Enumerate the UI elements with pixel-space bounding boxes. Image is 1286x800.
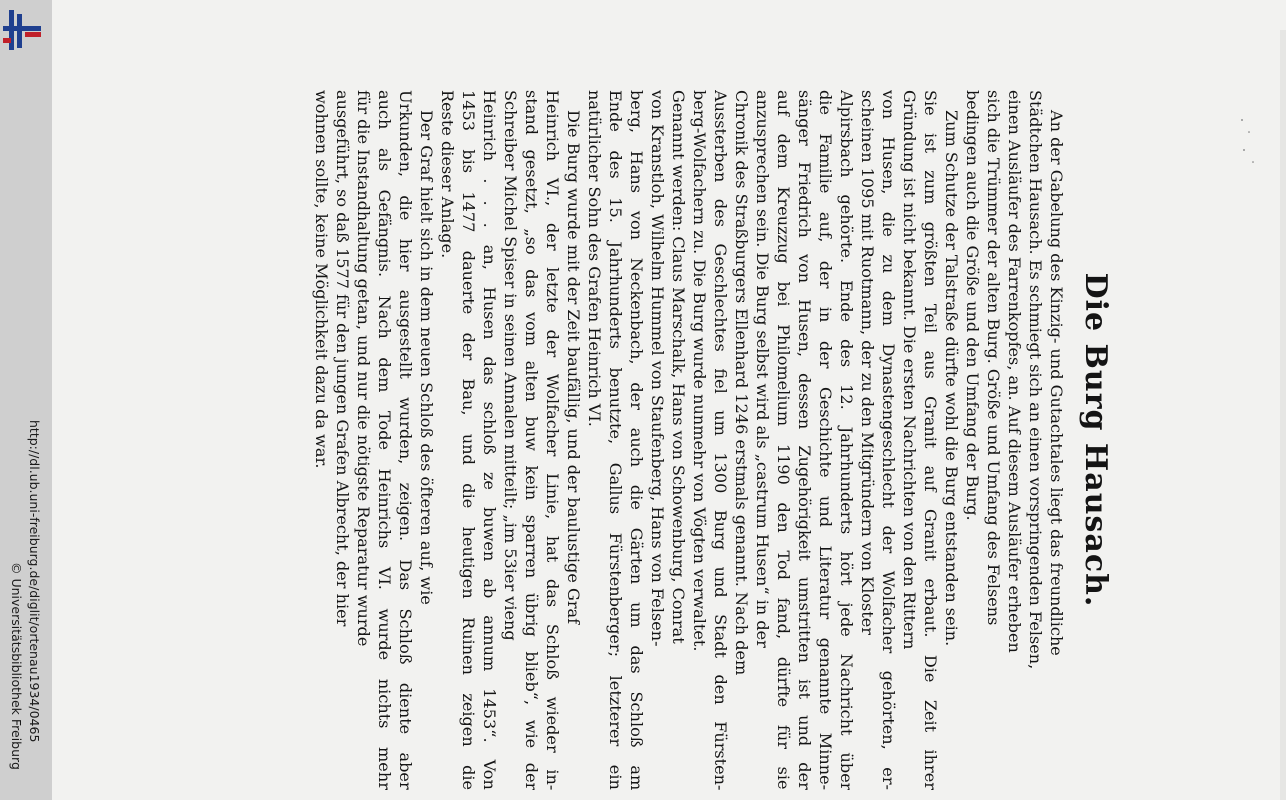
scanned-page (52, 0, 1286, 800)
text-line: Sie ist zum größten Teil aus Granit auf Granit erbaut. Die Zeit ihrer (921, 90, 940, 790)
text-line: berg, Hans von Neckenbach, der auch die Gärten um das Schloß am (627, 90, 646, 790)
text-line: An der Gabelung des Kinzig- und Gutachtales liegt das freundliche (1047, 110, 1066, 656)
text-line: Heinrich VI., der letzte der Wolfacher Linie, hat das Schloß wieder in- (543, 90, 562, 790)
text-line: Chronik des Straßburgers Ellenhard 1246 erstmals genannt. Nach dem (732, 90, 751, 676)
text-line: berg-Wolfachern zu. Die Burg wurde nunmehr von Vögten verwaltet. (690, 90, 709, 652)
text-line: Urkunden, die hier ausgestellt wurden, zeigen. Das Schloß diente aber (396, 90, 415, 790)
text-line: 1453 bis 1477 dauerte der Bau, und die heutigen Ruinen zeigen die (459, 90, 478, 790)
text-line: auf dem Kreuzzug bei Philomelium 1190 den Tod fand, dürfte für sie (774, 90, 793, 790)
text-line: natürlicher Sohn des Grafen Heinrich VI. (585, 90, 604, 427)
text-line: Reste dieser Anlage. (438, 90, 457, 259)
text-line: für die Instandhaltung getan, und nur die nötigste Reparatur wurde (354, 90, 373, 647)
paragraph (962, 90, 1067, 790)
paragraph (311, 90, 437, 790)
copyright-notice: © Universitätsbibliothek Freiburg (9, 562, 24, 770)
text-line: wohnen sollte, keine Möglichkeit dazu da war. (312, 90, 331, 469)
text-line: ausgeführt, so daß 1577 für den jungen Grafen Albrecht, der hier (333, 90, 352, 627)
library-logo-icon (1, 8, 43, 52)
text-line: auch als Gefängnis. Nach dem Tode Heinrichs VI. wurde nichts mehr (375, 90, 394, 790)
text-line: Zum Schutze der Talstraße dürfte wohl die Burg entstanden sein. (942, 110, 961, 647)
rotated-text-block (311, 90, 1119, 790)
text-line: Genannt werden: Claus Marschalk, Hans von Schowenburg, Conrat (669, 90, 688, 644)
paragraph (584, 90, 962, 790)
text-line: sich die Trümmer der alten Burg. Größe und Umfang des Felsens (984, 90, 1003, 626)
text-line: einen Ausläufer des Farrenkopfes, an. Auf diesem Ausläufer erheben (1005, 90, 1024, 653)
text-line: von Husen, die zu dem Dynastengeschlecht der Wolfacher gehörten, er- (879, 90, 898, 790)
text-line: die Familie auf, der in der Geschichte und Literatur genannte Minne- (816, 90, 835, 790)
page-edge (1280, 30, 1286, 800)
text-line: von Kranstloh, Wilhelm Hummel von Staufenberg, Hans von Felsen- (648, 90, 667, 647)
paper-specks (1237, 112, 1267, 172)
text-line: Alpirsbach gehörte. Ende des 12. Jahrhunderts hört jede Nachricht über (837, 90, 856, 790)
source-url: http://dl.ub.uni-freiburg.de/diglit/ortenau1934/0465 (27, 420, 42, 743)
text-line: Schreiber Michel Spiser in seinen Annalen mitteilt; „im 53ier vieng (501, 90, 520, 641)
text-line: anzusprechen sein. Die Burg selbst wird als „castrum Husen“ in der (753, 90, 772, 648)
text-line: Der Graf hielt sich in dem neuen Schloß des öfteren auf, wie (417, 110, 436, 605)
text-line: Die Burg wurde mit der Zeit baufällig, und der baulustige Graf (564, 110, 583, 625)
text-line: sänger Friedrich von Husen, dessen Zugehörigkeit umstritten ist und der (795, 90, 814, 790)
page-title: Die Burg Hausach. (1078, 272, 1113, 608)
text-line: stand gesetzt, „so das vom alten buw kein sparren übrig blieb“, wie der (522, 90, 541, 790)
body-text (311, 90, 1067, 790)
viewer-sidebar (0, 0, 52, 800)
text-line: bedingen auch die Größe und den Umfang der Burg. (963, 90, 982, 521)
text-line: Aussterben des Geschlechtes fiel um 1300 Burg und Stadt den Fürsten- (711, 90, 730, 790)
text-line: scheinen 1095 mit Ruotmann, der zu den Mitgründern von Kloster (858, 90, 877, 635)
text-line: Städtchen Hausach. Es schmiegt sich an einen vorspringenden Felsen, (1026, 90, 1045, 670)
text-line: Gründung ist nicht bekannt. Die ersten Nachrichten von den Rittern (900, 90, 919, 650)
paragraph (437, 90, 584, 790)
text-line: Ende des 15. Jahrhunderts benutzte, Gallus Fürstenberger; letzterer ein (606, 90, 625, 790)
text-line: Heinrich . . . an, Husen das schloß ze buwen ab annum 1453“. Von (480, 90, 499, 790)
